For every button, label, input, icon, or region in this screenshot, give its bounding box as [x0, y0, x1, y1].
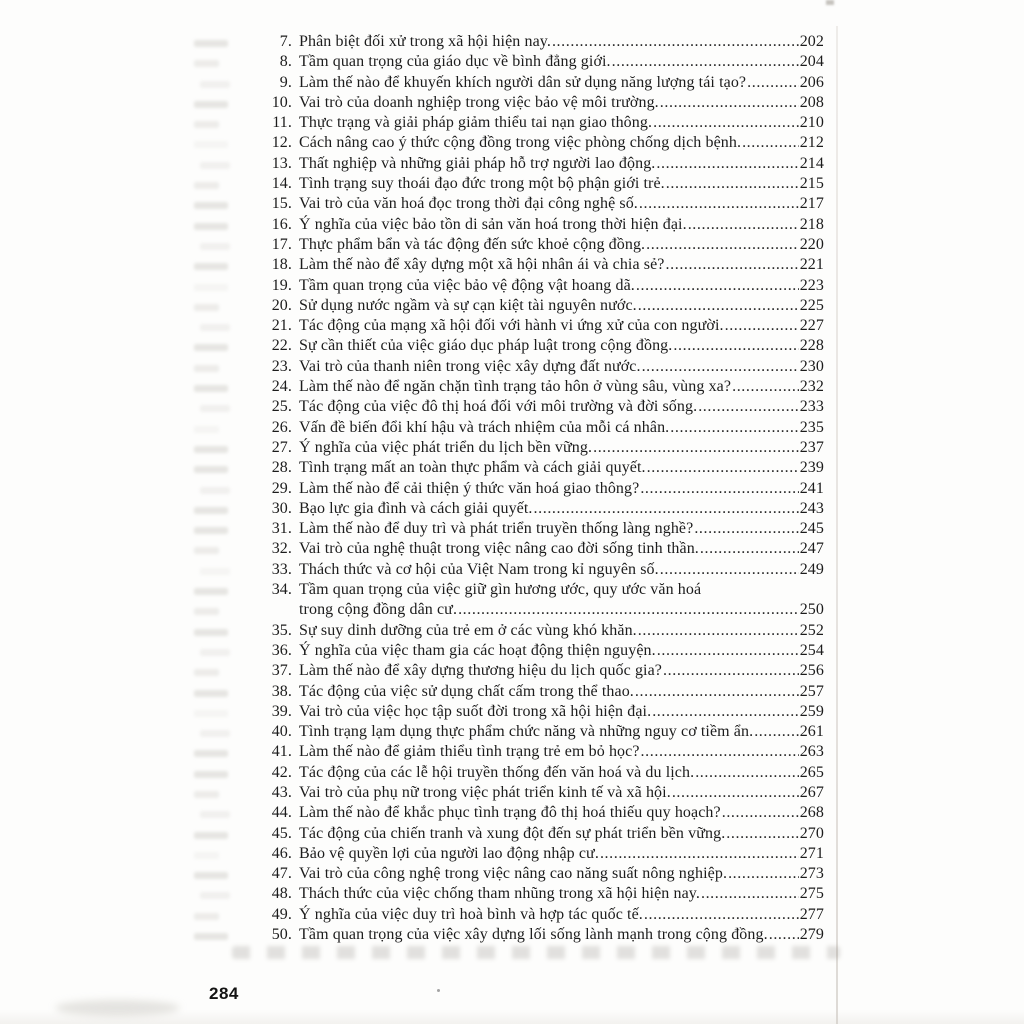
toc-entry-number: 42. — [271, 763, 292, 781]
dot-leader — [660, 560, 799, 580]
toc-entry-page: 267 — [799, 783, 824, 801]
toc-entry-title: Cách nâng cao ý thức cộng đồng trong việc phòng chống dịch bệnh. — [299, 134, 742, 152]
toc-entry-number: 44. — [271, 804, 292, 822]
dot-leader — [642, 357, 799, 377]
toc-entry-title: Thách thức của việc chống tham nhũng trong xã hội hiện nay. — [299, 885, 700, 903]
toc-entry-page: 273 — [799, 865, 824, 883]
toc-entry-number: 30. — [271, 499, 292, 517]
table-of-contents — [240, 32, 824, 945]
dot-leader — [640, 479, 798, 499]
bleedthrough-text-line — [232, 946, 840, 959]
toc-entry-page: 252 — [799, 621, 824, 639]
toc-entry-page: 220 — [799, 235, 824, 253]
toc-row — [240, 296, 824, 316]
toc-entry-number: 37. — [271, 662, 292, 680]
toc-entry-number: 27. — [271, 438, 292, 456]
toc-entry-page: 239 — [799, 459, 824, 477]
toc-entry-page: 268 — [799, 804, 824, 822]
toc-entry-title: Tầm quan trọng của giáo dục về bình đẳng giới. — [299, 53, 611, 71]
toc-entry-page: 228 — [799, 337, 824, 355]
toc-entry-number: 40. — [271, 723, 292, 741]
toc-entry-page: 275 — [799, 885, 824, 903]
toc-row — [240, 580, 824, 600]
toc-entry-title: Làm thế nào để cải thiện ý thức văn hoá giao thông? — [299, 479, 640, 497]
toc-entry-page: 232 — [799, 378, 824, 396]
toc-entry-page: 223 — [799, 276, 824, 294]
toc-entry-page: 202 — [799, 33, 824, 50]
toc-entry-page: 215 — [799, 175, 824, 193]
toc-entry-title: Làm thế nào để duy trì và phát triển truyền thống làng nghề? — [299, 520, 694, 538]
dot-leader — [726, 824, 798, 844]
dot-leader — [635, 682, 799, 702]
toc-entry-title: Vai trò của nghệ thuật trong việc nâng cao đời sống tinh thần. — [299, 540, 699, 558]
toc-entry-page: 210 — [799, 114, 824, 132]
toc-entry-page: 214 — [799, 154, 824, 172]
toc-entry-page: 221 — [799, 256, 824, 274]
dot-leader — [732, 377, 799, 397]
toc-entry-number: 16. — [271, 215, 292, 233]
toc-entry-number: 43. — [271, 783, 292, 801]
toc-entry-number: 21. — [271, 317, 292, 335]
toc-row — [240, 803, 824, 823]
toc-entry-page: 259 — [799, 702, 824, 720]
toc-entry-page: 254 — [799, 641, 824, 659]
dot-leader — [636, 276, 799, 296]
toc-entry-page: 261 — [799, 723, 824, 741]
toc-entry-page: 247 — [799, 540, 824, 558]
dot-leader — [612, 52, 799, 72]
dot-leader — [670, 418, 798, 438]
toc-entry-title: Tình trạng lạm dụng thực phẩm chức năng và những nguy cơ tiềm ẩn. — [299, 723, 754, 741]
page-number: 284 — [209, 984, 239, 1003]
toc-entry-title: Vai trò của công nghệ trong việc nâng cao năng suất nông nghiệp. — [299, 865, 728, 883]
dot-leader — [722, 803, 799, 823]
toc-entry-page: 212 — [799, 134, 824, 152]
dot-leader — [701, 884, 799, 904]
toc-entry-page: 245 — [799, 520, 824, 538]
dot-leader — [656, 154, 798, 174]
toc-entry-number: 38. — [271, 682, 292, 700]
toc-entry-number: 32. — [271, 540, 292, 558]
toc-entry-title: Tầm quan trọng của việc bảo vệ động vật hoang dã. — [299, 276, 635, 294]
toc-entry-title: Vai trò của văn hoá đọc trong thời đại công nghệ số. — [299, 195, 638, 213]
toc-entry-page: 265 — [799, 763, 824, 781]
toc-entry-title: Vai trò của thanh niên trong việc xây dựng đất nước. — [299, 357, 641, 375]
toc-row — [240, 783, 824, 803]
dot-leader — [644, 905, 799, 925]
toc-entry-title: Tầm quan trọng của việc xây dựng lối sống lành mạnh trong cộng đồng. — [299, 926, 768, 944]
toc-entry-number: 33. — [271, 560, 292, 578]
toc-row — [240, 357, 824, 377]
toc-entry-page: 243 — [799, 499, 824, 517]
toc-entry-title: Thực trạng và giải pháp giảm thiểu tai nạn giao thông. — [299, 114, 653, 132]
toc-entry-title: Vai trò của việc học tập suốt đời trong xã hội hiện đại. — [299, 702, 652, 720]
toc-entry-number: 23. — [271, 357, 292, 375]
toc-entry-page: 204 — [799, 53, 824, 71]
toc-entry-title: Bảo vệ quyền lợi của người lao động nhập cư. — [299, 844, 599, 862]
toc-entry-page: 217 — [799, 195, 824, 213]
toc-row — [240, 600, 824, 620]
toc-row — [240, 905, 824, 925]
toc-entry-number: 18. — [271, 256, 292, 274]
toc-row — [240, 560, 824, 580]
toc-entry-title: Phân biệt đối xử trong xã hội hiện nay. — [299, 33, 551, 50]
toc-row — [240, 682, 824, 702]
toc-entry-page: 233 — [799, 398, 824, 416]
toc-row — [240, 235, 824, 255]
dot-leader — [647, 458, 799, 478]
dot-leader — [698, 397, 798, 417]
toc-entry-title: Thất nghiệp và những giải pháp hỗ trợ người lao động. — [299, 154, 656, 172]
toc-entry-title: Ý nghĩa của việc tham gia các hoạt động thiện nguyện. — [299, 641, 656, 659]
toc-entry-number: 8. — [279, 53, 292, 71]
dot-leader — [552, 32, 799, 52]
toc-row — [240, 316, 824, 336]
toc-row — [240, 133, 824, 153]
toc-row — [240, 458, 824, 478]
toc-entry-number: 28. — [271, 459, 292, 477]
toc-entry-page: 241 — [799, 479, 824, 497]
page-edge-speck — [826, 0, 834, 5]
toc-row — [240, 113, 824, 133]
toc-entry-page: 270 — [799, 824, 824, 842]
toc-entry-title: Thực phẩm bẩn và tác động đến sức khoẻ cộng đồng. — [299, 235, 646, 253]
toc-row — [240, 824, 824, 844]
dot-leader — [769, 925, 799, 945]
toc-entry-number: 7. — [279, 33, 292, 50]
toc-entry-number: 41. — [271, 743, 292, 761]
toc-entry-title: Ý nghĩa của việc bảo tồn di sản văn hoá trong thời hiện đại. — [299, 215, 687, 233]
toc-entry-title: Tầm quan trọng của việc giữ gìn hương ước, quy ước văn hoá — [299, 581, 702, 599]
toc-entry-title: Làm thế nào để khắc phục tình trạng đô thị hoá thiếu quy hoạch? — [299, 804, 721, 822]
toc-entry-title: trong cộng đồng dân cư. — [299, 601, 458, 619]
toc-entry-number: 35. — [271, 621, 292, 639]
dot-leader — [747, 73, 799, 93]
toc-entry-page: 225 — [799, 296, 824, 314]
dot-leader — [663, 661, 799, 681]
toc-row — [240, 722, 824, 742]
toc-entry-number: 12. — [271, 134, 292, 152]
toc-row — [240, 884, 824, 904]
dot-leader — [672, 783, 799, 803]
toc-entry-title: Tác động của việc sử dụng chất cấm trong thể thao. — [299, 682, 634, 700]
toc-entry-title: Tình trạng suy thoái đạo đức trong một bộ phận giới trẻ. — [299, 175, 665, 193]
dot-leader — [754, 722, 798, 742]
toc-entry-number: 19. — [271, 276, 292, 294]
toc-entry-page: 271 — [799, 844, 824, 862]
toc-entry-page: 206 — [799, 73, 824, 91]
toc-row — [240, 377, 824, 397]
toc-entry-number: 13. — [271, 154, 292, 172]
dot-leader — [657, 641, 799, 661]
toc-row — [240, 93, 824, 113]
toc-entry-page: 237 — [799, 438, 824, 456]
toc-entry-title: Sử dụng nước ngầm và sự cạn kiệt tài nguyên nước. — [299, 296, 637, 314]
dot-leader — [652, 702, 798, 722]
toc-entry-number: 49. — [271, 905, 292, 923]
toc-entry-page: 208 — [799, 93, 824, 111]
toc-entry-number: 36. — [271, 641, 292, 659]
toc-row — [240, 255, 824, 275]
toc-entry-page: 227 — [799, 317, 824, 335]
toc-row — [240, 702, 824, 722]
toc-entry-page: 235 — [799, 418, 824, 436]
toc-row — [240, 52, 824, 72]
toc-row — [240, 844, 824, 864]
dot-leader — [458, 600, 799, 620]
dot-leader — [639, 194, 799, 214]
toc-entry-title: Sự suy dinh dưỡng của trẻ em ở các vùng khó khăn. — [299, 621, 637, 639]
toc-entry-number: 39. — [271, 702, 292, 720]
toc-entry-number: 45. — [271, 824, 292, 842]
toc-entry-title: Làm thế nào để giảm thiểu tình trạng trẻ em bỏ học? — [299, 743, 640, 761]
toc-row — [240, 418, 824, 438]
dot-leader — [653, 113, 799, 133]
toc-row — [240, 73, 824, 93]
toc-row — [240, 336, 824, 356]
toc-entry-title: Vấn đề biến đổi khí hậu và trách nhiệm của mỗi cá nhân. — [299, 418, 670, 436]
toc-row — [240, 174, 824, 194]
toc-row — [240, 661, 824, 681]
dot-leader — [695, 763, 798, 783]
toc-entry-number: 24. — [271, 378, 292, 396]
toc-entry-number: 22. — [271, 337, 292, 355]
toc-row — [240, 479, 824, 499]
dot-leader — [660, 93, 799, 113]
toc-entry-number: 25. — [271, 398, 292, 416]
dot-leader — [694, 519, 798, 539]
toc-entry-title: Ý nghĩa của việc phát triển du lịch bền vững. — [299, 438, 593, 456]
toc-row — [240, 32, 824, 52]
toc-entry-page: 218 — [799, 215, 824, 233]
toc-entry-number: 20. — [271, 296, 292, 314]
toc-row — [240, 154, 824, 174]
toc-entry-title: Tác động của chiến tranh và xung đột đến sự phát triển bền vững. — [299, 824, 726, 842]
toc-entry-title: Tác động của các lễ hội truyền thống đến văn hoá và du lịch. — [299, 763, 695, 781]
toc-row — [240, 864, 824, 884]
stray-ink-dot — [437, 989, 440, 992]
dot-leader — [666, 255, 799, 275]
toc-entry-page: 279 — [799, 926, 824, 944]
toc-row — [240, 641, 824, 661]
toc-entry-page: 257 — [799, 682, 824, 700]
toc-entry-number: 47. — [271, 865, 292, 883]
dot-leader — [742, 133, 799, 153]
toc-entry-number: 31. — [271, 520, 292, 538]
toc-row — [240, 194, 824, 214]
dot-leader — [638, 621, 799, 641]
toc-entry-number: 11. — [272, 114, 292, 132]
dot-leader — [646, 235, 799, 255]
dot-leader — [688, 215, 799, 235]
toc-entry-number: 48. — [271, 885, 292, 903]
dot-leader — [638, 296, 799, 316]
toc-entry-number: 26. — [271, 418, 292, 436]
toc-row — [240, 276, 824, 296]
toc-row — [240, 539, 824, 559]
toc-entry-title: Ý nghĩa của việc duy trì hoà bình và hợp tác quốc tế. — [299, 905, 643, 923]
toc-entry-number: 15. — [271, 195, 292, 213]
toc-entry-page: 250 — [799, 601, 824, 619]
toc-row — [240, 763, 824, 783]
toc-entry-number: 14. — [271, 175, 292, 193]
page-edge-line — [836, 26, 838, 1024]
toc-entry-page: 277 — [799, 905, 824, 923]
toc-entry-title: Làm thế nào để xây dựng một xã hội nhân ái và chia sẻ? — [299, 256, 665, 274]
toc-row — [240, 215, 824, 235]
toc-row — [240, 499, 824, 519]
toc-entry-title: Tác động của việc đô thị hoá đối với môi trường và đời sống. — [299, 398, 698, 416]
toc-entry-number: 50. — [271, 926, 292, 944]
dot-leader — [641, 742, 799, 762]
toc-row — [240, 438, 824, 458]
toc-entry-title: Tình trạng mất an toàn thực phẩm và cách giải quyết. — [299, 459, 646, 477]
toc-entry-title: Làm thế nào để xây dựng thương hiệu du lịch quốc gia? — [299, 662, 663, 680]
dot-leader — [593, 438, 799, 458]
toc-entry-title: Làm thế nào để ngăn chặn tình trạng tảo hôn ở vùng sâu, vùng xa? — [299, 378, 732, 396]
toc-entry-page: 256 — [799, 662, 824, 680]
dot-leader — [725, 316, 799, 336]
toc-entry-number: 29. — [271, 479, 292, 497]
toc-entry-title: Thách thức và cơ hội của Việt Nam trong kỉ nguyên số. — [299, 560, 659, 578]
toc-entry-number: 46. — [271, 844, 292, 862]
toc-entry-title: Tác động của mạng xã hội đối với hành vi ứng xử của con người. — [299, 317, 724, 335]
dot-leader — [600, 844, 799, 864]
toc-entry-page: 263 — [799, 743, 824, 761]
toc-row — [240, 742, 824, 762]
toc-entry-number: 9. — [279, 73, 292, 91]
toc-entry-title: Vai trò của phụ nữ trong việc phát triển kinh tế và xã hội. — [299, 783, 671, 801]
toc-entry-page: 230 — [799, 357, 824, 375]
dot-leader — [534, 499, 799, 519]
toc-entry-number: 10. — [271, 93, 292, 111]
dot-leader — [666, 174, 799, 194]
toc-entry-number: 34. — [271, 581, 292, 599]
dot-leader — [673, 336, 798, 356]
toc-entry-page: 249 — [799, 560, 824, 578]
dot-leader — [728, 864, 799, 884]
toc-row — [240, 621, 824, 641]
toc-entry-title: Sự cần thiết của việc giáo dục pháp luật trong cộng đồng. — [299, 337, 673, 355]
toc-row — [240, 519, 824, 539]
photo-bottom-shadow — [0, 1010, 1024, 1024]
toc-entry-number: 17. — [271, 235, 292, 253]
dot-leader — [700, 539, 799, 559]
toc-entry-title: Làm thế nào để khuyến khích người dân sử dụng năng lượng tái tạo? — [299, 73, 747, 91]
toc-entry-title: Vai trò của doanh nghiệp trong việc bảo vệ môi trường. — [299, 93, 659, 111]
toc-row — [240, 925, 824, 945]
toc-entry-title: Bạo lực gia đình và cách giải quyết. — [299, 499, 533, 517]
toc-row — [240, 397, 824, 417]
